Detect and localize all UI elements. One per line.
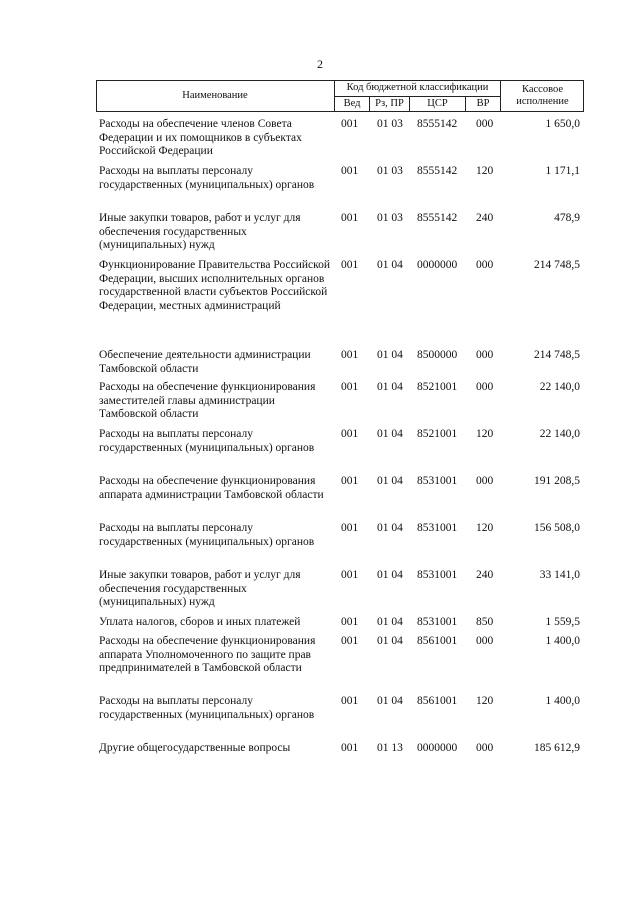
row-amount: 33 141,0 xyxy=(539,569,580,581)
row-rz-pr: 01 04 xyxy=(377,569,403,581)
row-rz-pr: 01 03 xyxy=(377,165,403,177)
row-ved: 001 xyxy=(341,212,359,224)
row-vr: 000 xyxy=(476,259,494,271)
row-rz-pr: 01 04 xyxy=(377,428,403,440)
row-vr: 120 xyxy=(476,695,494,707)
row-name: Расходы на обеспечение функционирования заместителей главы администрации Тамбовской области xyxy=(99,381,316,421)
row-vr: 240 xyxy=(476,569,494,581)
row-ved: 001 xyxy=(341,475,359,487)
row-amount: 214 748,5 xyxy=(534,349,580,361)
row-rz-pr: 01 04 xyxy=(377,522,403,534)
header-rz-pr: Рз, ПР xyxy=(375,98,404,109)
row-vr: 000 xyxy=(476,475,494,487)
row-csr: 8531001 xyxy=(417,475,458,487)
row-csr: 8555142 xyxy=(417,212,458,224)
row-ved: 001 xyxy=(341,428,359,440)
row-rz-pr: 01 03 xyxy=(377,118,403,130)
row-name: Расходы на обеспечение функционирования аппарата Уполномоченного по защите прав предпринимателей в Тамбовской области xyxy=(99,635,316,675)
row-amount: 22 140,0 xyxy=(539,428,580,440)
row-amount: 1 171,1 xyxy=(545,165,580,177)
row-rz-pr: 01 04 xyxy=(377,349,403,361)
row-rz-pr: 01 03 xyxy=(377,212,403,224)
row-ved: 001 xyxy=(341,118,359,130)
row-amount: 156 508,0 xyxy=(534,522,580,534)
row-amount: 191 208,5 xyxy=(534,475,580,487)
row-ved: 001 xyxy=(341,616,359,628)
row-name: Уплата налогов, сборов и иных платежей xyxy=(99,616,301,628)
row-csr: 8521001 xyxy=(417,381,458,393)
row-ved: 001 xyxy=(341,349,359,361)
row-csr: 8500000 xyxy=(417,349,458,361)
row-rz-pr: 01 04 xyxy=(377,259,403,271)
row-amount: 22 140,0 xyxy=(539,381,580,393)
row-amount: 1 400,0 xyxy=(545,695,580,707)
row-name: Расходы на выплаты персоналу государственных (муниципальных) органов xyxy=(99,522,315,548)
header-name: Наименование xyxy=(182,90,248,101)
row-name: Расходы на выплаты персоналу государственных (муниципальных) органов xyxy=(99,695,315,721)
row-vr: 120 xyxy=(476,165,494,177)
row-ved: 001 xyxy=(341,522,359,534)
row-amount: 1 650,0 xyxy=(545,118,580,130)
table-header xyxy=(96,80,584,112)
row-ved: 001 xyxy=(341,165,359,177)
header-ved: Вед xyxy=(343,98,361,109)
row-csr: 8561001 xyxy=(417,695,458,707)
row-vr: 240 xyxy=(476,212,494,224)
row-ved: 001 xyxy=(341,742,359,754)
row-vr: 000 xyxy=(476,742,494,754)
row-ved: 001 xyxy=(341,259,359,271)
row-amount: 1 559,5 xyxy=(545,616,580,628)
row-rz-pr: 01 04 xyxy=(377,695,403,707)
header-amount: Кассовое исполнение xyxy=(516,84,569,107)
row-name: Расходы на обеспечение функционирования аппарата администрации Тамбовской области xyxy=(99,475,324,501)
row-csr: 0000000 xyxy=(417,742,458,754)
row-name: Расходы на обеспечение членов Совета Федерации и их помощников в субъектах Российской Федерации xyxy=(99,118,302,158)
header-csr: ЦСР xyxy=(427,98,448,109)
header-vr: ВР xyxy=(476,98,490,109)
row-name: Иные закупки товаров, работ и услуг для обеспечения государственных (муниципальных) нужд xyxy=(99,212,301,252)
row-amount: 185 612,9 xyxy=(534,742,580,754)
row-name: Другие общегосударственные вопросы xyxy=(99,742,291,754)
row-csr: 8521001 xyxy=(417,428,458,440)
row-name: Расходы на выплаты персоналу государственных (муниципальных) органов xyxy=(99,428,315,454)
row-ved: 001 xyxy=(341,635,359,647)
row-csr: 8555142 xyxy=(417,165,458,177)
row-csr: 8561001 xyxy=(417,635,458,647)
row-rz-pr: 01 04 xyxy=(377,475,403,487)
row-rz-pr: 01 13 xyxy=(377,742,403,754)
row-csr: 0000000 xyxy=(417,259,458,271)
header-code-group: Код бюджетной классификации xyxy=(346,82,489,93)
row-vr: 000 xyxy=(476,381,494,393)
row-csr: 8531001 xyxy=(417,522,458,534)
row-name: Расходы на выплаты персоналу государственных (муниципальных) органов xyxy=(99,165,315,191)
row-vr: 850 xyxy=(476,616,494,628)
row-name: Обеспечение деятельности администрации Тамбовской области xyxy=(99,349,311,375)
row-name: Иные закупки товаров, работ и услуг для обеспечения государственных (муниципальных) нужд xyxy=(99,569,301,609)
page-number: 2 xyxy=(317,57,323,71)
row-ved: 001 xyxy=(341,381,359,393)
row-rz-pr: 01 04 xyxy=(377,616,403,628)
row-vr: 000 xyxy=(476,118,494,130)
row-vr: 000 xyxy=(476,349,494,361)
row-amount: 214 748,5 xyxy=(534,259,580,271)
row-csr: 8531001 xyxy=(417,616,458,628)
row-ved: 001 xyxy=(341,569,359,581)
row-csr: 8555142 xyxy=(417,118,458,130)
row-name: Функционирование Правительства Российской Федерации, высших исполнительных органов государственной власти субъектов Российской Федерации, местных администраций xyxy=(99,259,331,312)
row-csr: 8531001 xyxy=(417,569,458,581)
row-rz-pr: 01 04 xyxy=(377,381,403,393)
row-vr: 000 xyxy=(476,635,494,647)
row-vr: 120 xyxy=(476,428,494,440)
row-amount: 1 400,0 xyxy=(545,635,580,647)
row-amount: 478,9 xyxy=(554,212,580,224)
row-rz-pr: 01 04 xyxy=(377,635,403,647)
row-vr: 120 xyxy=(476,522,494,534)
row-ved: 001 xyxy=(341,695,359,707)
